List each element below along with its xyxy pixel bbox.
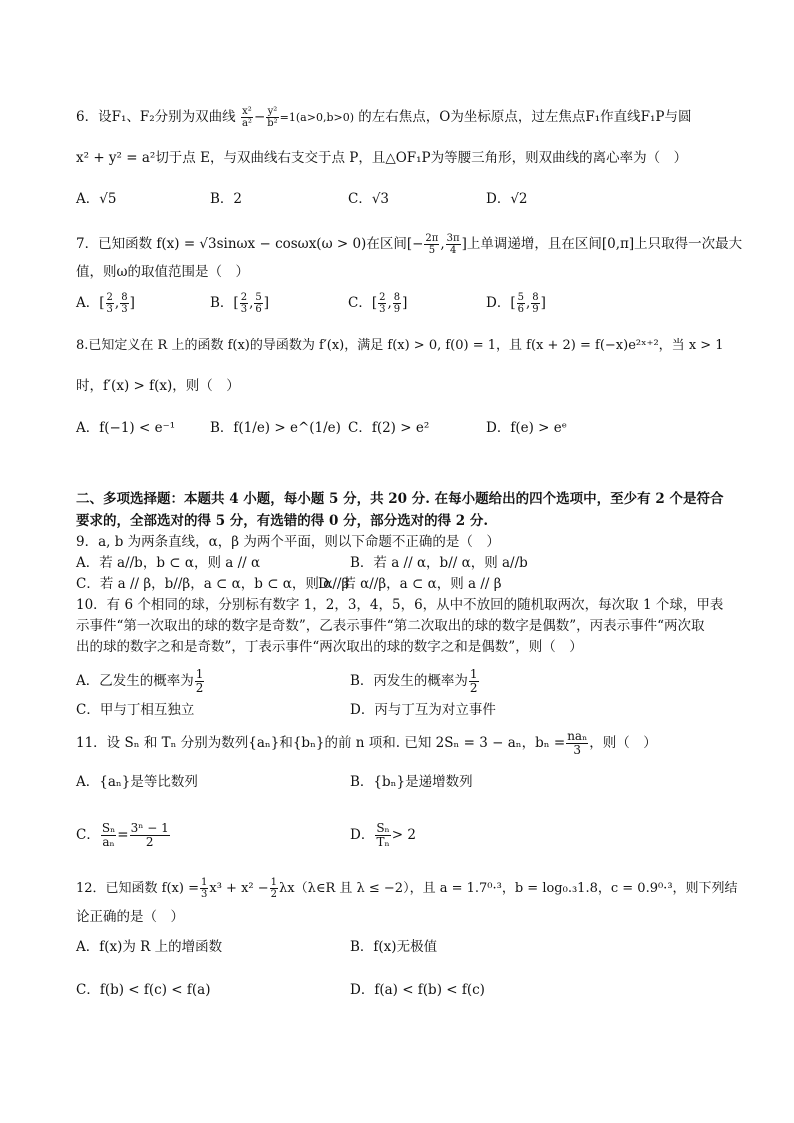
q7-a-f1 xyxy=(106,292,114,315)
q7-a-label: A．[ xyxy=(76,295,105,311)
q7-d-label: D．[ xyxy=(486,295,516,311)
q8-option-c[interactable]: C．f(2) > e² xyxy=(348,420,430,436)
q7-d-f2-den: 9 xyxy=(532,304,539,315)
q7-c-f1 xyxy=(378,292,386,315)
q11-bn-den: 3 xyxy=(573,743,582,757)
q6-frac-y xyxy=(266,106,278,129)
q11-option-d[interactable] xyxy=(350,822,416,849)
q7-option-d[interactable]: D．[ $\frac{5}{6}$ , $\frac{8}{9}$ ] xyxy=(486,292,546,315)
q7-c-close: ] xyxy=(402,295,408,311)
q10-b-half-den: 2 xyxy=(469,681,478,695)
q9-line1: 9．a, b 为两条直线，α，β 为两个平面，则以下命题不正确的是（ ） xyxy=(76,534,500,550)
q10-option-b[interactable] xyxy=(350,668,480,695)
q11-text-b: ，则（ ） xyxy=(589,735,657,751)
section2-heading-line2: 要求的，全部选对的得 5 分，有选错的得 0 分，部分选对的得 2 分. xyxy=(76,513,489,529)
q11-c-rhs-num: 3ⁿ − 1 xyxy=(130,821,169,835)
q10-line3: 出的球的数字之和是奇数”，丁表示事件“两次取出的球的数字之和是偶数”，则（ ） xyxy=(76,639,583,655)
q11-c-rhs xyxy=(130,822,170,849)
q7-frac2 xyxy=(446,233,461,256)
q11-option-a[interactable]: A．{aₙ}是等比数列 xyxy=(76,774,198,790)
q10-line1: 10．有 6 个相同的球，分别标有数字 1，2，3，4，5，6，从中不放回的随机取两次，每次取 1 个球，甲表 xyxy=(76,597,724,613)
q11-option-b[interactable]: B．{bₙ}是递增数列 xyxy=(350,774,473,790)
q6-cond: =1(a>0,b>0) xyxy=(279,111,354,124)
q6-number: 6． xyxy=(76,109,99,125)
q7-d-f2 xyxy=(531,292,539,315)
q7-c-f2-num: 8 xyxy=(393,292,401,303)
q7-b-label: B．[ xyxy=(210,295,239,311)
q7-frac1-den: 5 xyxy=(428,245,436,256)
q8-option-b[interactable]: B．f(1/e) > e^(1/e) xyxy=(210,420,341,436)
q7-b-f2-den: 6 xyxy=(255,304,262,315)
q8-line2: 时，f′(x) > f(x)，则（ ） xyxy=(76,378,240,394)
q12-frac2-num: 1 xyxy=(270,877,278,888)
q7-b-close: ] xyxy=(263,295,270,311)
q7-text-a: 7．已知函数 f(x) = √3sinωx − cosωx(ω > 0)在区间[− xyxy=(76,236,424,252)
q10-b-half xyxy=(469,668,479,695)
q11-d-num: Sₙ xyxy=(376,821,390,835)
q7-sep: , xyxy=(440,236,445,252)
q10-option-c[interactable]: C．甲与丁相互独立 xyxy=(76,702,195,718)
q12-option-b[interactable]: B．f(x)无极值 xyxy=(350,939,438,955)
q7-d-f1-den: 6 xyxy=(517,304,524,315)
q7-d-close: ] xyxy=(540,295,546,311)
q7-text-b: ]上单调递增，且在区间[0,π]上只取得一次最大 xyxy=(461,236,743,252)
q7-a-f2-den: 3 xyxy=(121,304,128,315)
q7-d-f1 xyxy=(517,292,525,315)
q11-option-c[interactable] xyxy=(76,822,171,849)
q12-mid: x³ + x² − xyxy=(209,881,269,896)
q7-b-f1 xyxy=(240,292,248,315)
q10-option-a[interactable] xyxy=(76,668,205,695)
q11-bn-frac xyxy=(566,730,588,757)
q6-line1 xyxy=(76,106,692,129)
q12-option-c[interactable]: C．f(b) < f(c) < f(a) xyxy=(76,982,211,998)
q7-d-f2-num: 8 xyxy=(532,292,539,303)
q7-option-a[interactable]: A．[ $\frac{2}{3}$ , $\frac{8}{3}$ ] xyxy=(76,292,135,315)
q9-option-a[interactable]: A．若 a//b，b ⊂ α，则 a // α xyxy=(76,555,261,571)
q11-d-den: Tₙ xyxy=(376,835,390,849)
q12-line1 xyxy=(76,877,738,900)
q8-option-d[interactable]: D．f(e) > eᵉ xyxy=(486,420,567,436)
q7-a-f2 xyxy=(120,292,128,315)
q7-a-close: ] xyxy=(129,295,135,311)
q6-option-d[interactable]: D．√2 xyxy=(486,191,528,207)
q11-c-label: C． xyxy=(76,827,100,843)
q6-option-a[interactable]: A．√5 xyxy=(76,191,117,207)
q12-frac1-den: 3 xyxy=(201,889,208,900)
q7-b-f2-num: 5 xyxy=(255,292,262,303)
q6-frac-x xyxy=(241,106,253,129)
q11-c-rhs-den: 2 xyxy=(145,835,154,849)
q7-a-f1-den: 3 xyxy=(106,304,113,315)
q12-frac1 xyxy=(200,877,208,900)
q11-d-gt: > 2 xyxy=(391,827,416,843)
q10-b-half-num: 1 xyxy=(469,667,478,681)
q10-a-half xyxy=(195,668,205,695)
q11-c-lhs-den: aₙ xyxy=(102,835,115,849)
q6-frac-x-den: a² xyxy=(241,118,252,129)
q7-line2: 值，则ω的取值范围是（ ） xyxy=(76,264,250,280)
q12-frac2 xyxy=(270,877,278,900)
q7-option-c[interactable]: C．[ $\frac{2}{3}$ , $\frac{8}{9}$ ] xyxy=(348,292,408,315)
q6-frac-x-num: x² xyxy=(242,106,252,117)
q11-c-eq: = xyxy=(117,827,129,843)
q6-option-c[interactable]: C．√3 xyxy=(348,191,390,207)
q10-option-d[interactable]: D．丙与丁互为对立事件 xyxy=(350,702,496,718)
q11-c-lhs xyxy=(101,822,116,849)
q7-frac1-num: 2π xyxy=(425,233,439,244)
q7-frac2-num: 3π xyxy=(446,233,460,244)
q7-d-f1-num: 5 xyxy=(517,292,524,303)
q7-c-f1-den: 3 xyxy=(379,304,386,315)
q11-line1 xyxy=(76,730,657,757)
q12-option-a[interactable]: A．f(x)为 R 上的增函数 xyxy=(76,939,223,955)
q10-line2: 示事件“第一次取出的球的数字是奇数”，乙表示事件“第二次取出的球的数字是偶数”，丙表示事件“两次取 xyxy=(76,618,705,634)
q7-c-f1-num: 2 xyxy=(379,292,386,303)
q7-option-b[interactable]: B．[ $\frac{2}{3}$ , $\frac{5}{6}$ ] xyxy=(210,292,270,315)
q8-option-a[interactable]: A．f(−1) < e⁻¹ xyxy=(76,420,176,436)
q9-option-b[interactable]: B．若 a // α，b// α，则 a//b xyxy=(350,555,528,571)
q9-option-c[interactable]: C．若 a // β，b//β，a ⊂ α，b ⊂ α，则 α//β xyxy=(76,576,350,592)
q12-frac1-num: 1 xyxy=(201,877,208,888)
q11-c-lhs-num: Sₙ xyxy=(101,821,116,835)
q10-a-text: A．乙发生的概率为 xyxy=(76,673,194,689)
q12-text-a: 12．已知函数 f(x) = xyxy=(76,881,199,896)
q7-c-f2-den: 9 xyxy=(393,304,401,315)
section2-heading-line1: 二、多项选择题：本题共 4 小题，每小题 5 分，共 20 分. 在每小题给出的四个选项中，至少有 2 个是符合 xyxy=(76,491,724,507)
q11-d-label: D． xyxy=(350,827,375,843)
q7-a-f1-num: 2 xyxy=(106,292,113,303)
q6-line2: x² + y² = a²切于点 E，与双曲线右支交于点 P，且△OF₁P为等腰三角形，则双曲线的离心率为（ ） xyxy=(76,150,688,166)
q7-b-f2 xyxy=(254,292,262,315)
q6-minus: − xyxy=(253,109,266,125)
q10-b-text: B．丙发生的概率为 xyxy=(350,673,468,689)
q11-text-a: 11．设 Sₙ 和 Tₙ 分别为数列{aₙ}和{bₙ}的前 n 项和. 已知 2Sₙ = 3 − aₙ，bₙ = xyxy=(76,735,566,751)
q10-a-half-num: 1 xyxy=(195,667,204,681)
q7-c-label: C．[ xyxy=(348,295,378,311)
q6-frac-y-den: b² xyxy=(267,118,278,129)
q9-option-d[interactable]: D．若 α//β，a ⊂ α，则 a // β xyxy=(318,576,502,592)
q7-frac1 xyxy=(424,233,439,256)
q11-d-frac xyxy=(375,822,390,849)
q7-b-f1-num: 2 xyxy=(240,292,248,303)
q7-a-f2-num: 8 xyxy=(121,292,128,303)
q11-bn-num: naₙ xyxy=(567,729,588,743)
q6-text-a: 设F₁、F₂分别为双曲线 xyxy=(98,109,236,125)
q10-a-half-den: 2 xyxy=(195,681,204,695)
q7-c-f2 xyxy=(393,292,401,315)
q8-line1: 8.已知定义在 R 上的函数 f(x)的导函数为 f′(x)，满足 f(x) > 0, f(0) = 1，且 f(x + 2) = f(−x)e²ˣ⁺²，当 x > 1 xyxy=(76,338,724,353)
q12-frac2-den: 2 xyxy=(270,889,278,900)
q6-frac-y-num: y² xyxy=(267,106,278,117)
q12-text-b: λx（λ∈R 且 λ ≤ −2），且 a = 1.7⁰·³，b = log₀.₃1.8，c = 0.9⁰·³，则下列结 xyxy=(279,881,738,896)
q7-frac2-den: 4 xyxy=(449,245,457,256)
q7-line1 xyxy=(76,233,742,256)
q7-b-f1-den: 3 xyxy=(240,304,248,315)
q12-option-d[interactable]: D．f(a) < f(b) < f(c) xyxy=(350,982,485,998)
q6-option-b[interactable]: B．2 xyxy=(210,191,243,207)
q6-text-b: 的左右焦点，O为坐标原点，过左焦点F₁作直线F₁P与圆 xyxy=(358,109,692,125)
q12-line2: 论正确的是（ ） xyxy=(76,909,184,925)
